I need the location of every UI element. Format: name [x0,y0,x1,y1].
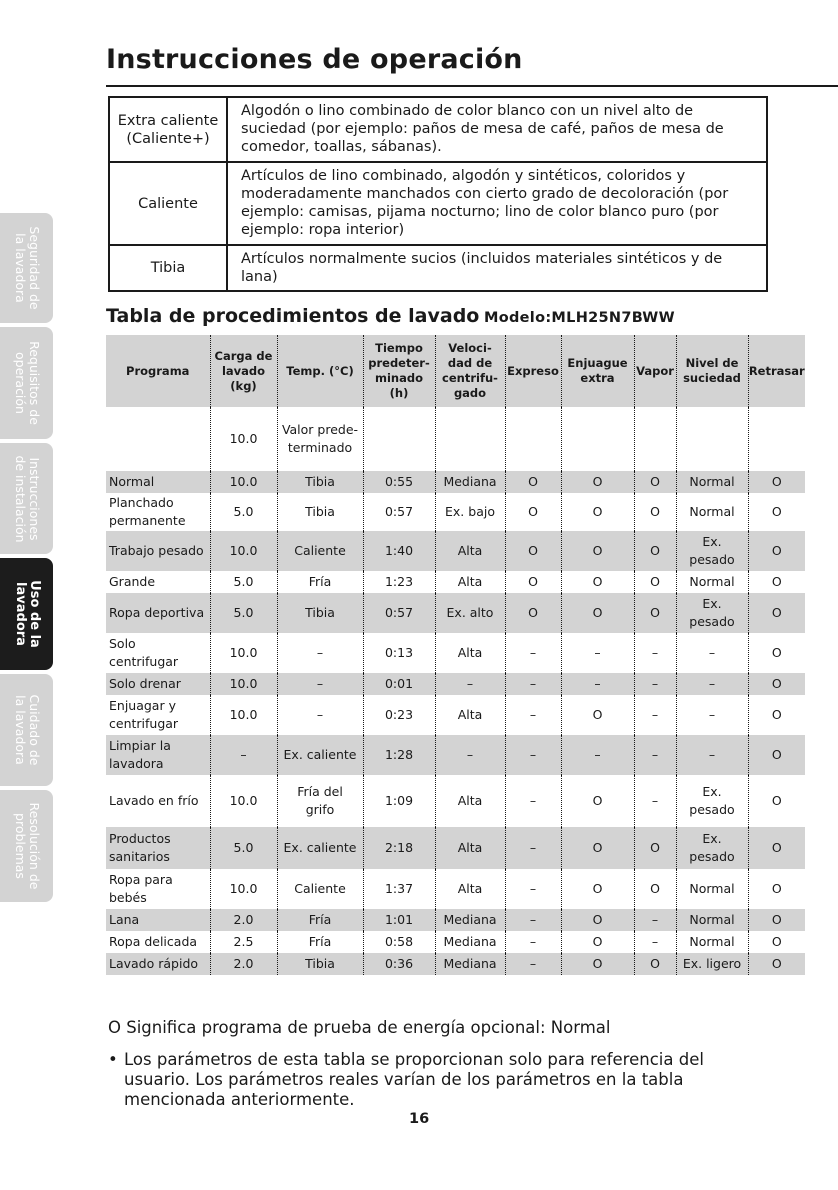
cell-load: 2.0 [210,909,277,931]
table-row [106,571,805,593]
cell-load: 2.0 [210,953,277,975]
cell-express: – [505,931,561,953]
cell-steam: O [634,493,676,531]
cell-soil-level: Normal [676,931,748,953]
cell-steam [634,407,676,471]
cell-extra-rinse: O [561,695,634,735]
cell-load: 5.0 [210,827,277,869]
table-row [106,593,805,633]
cell-temp: Caliente [277,869,363,909]
cell-soil-level: – [676,633,748,673]
table-row [106,673,805,695]
table-header-row [106,335,805,407]
side-tab-resolucion[interactable] [0,790,53,902]
cell-time: 2:18 [363,827,435,869]
section-title: Tabla de procedimientos de lavado [106,305,480,327]
cell-temp: Fría del grifo [277,775,363,827]
cell-time: 1:37 [363,869,435,909]
cell-steam: – [634,931,676,953]
cell-temp: Caliente [277,531,363,571]
header-extra-rinse: Enjuague extra [561,335,634,407]
cell-steam: O [634,571,676,593]
cell-express: O [505,571,561,593]
side-tab-seguridad[interactable] [0,213,53,323]
cell-program: Ropa delicada [109,934,198,949]
cell-delay: O [748,869,805,909]
cell-spin: Alta [435,571,505,593]
cell-load: 2.5 [210,931,277,953]
cell-spin: Alta [435,775,505,827]
temperature-name: Caliente [109,162,227,245]
cell-express: – [505,909,561,931]
cell-express: – [505,695,561,735]
cell-delay: O [748,953,805,975]
cell-soil-level: Normal [676,493,748,531]
cell-extra-rinse: O [561,827,634,869]
cell-extra-rinse: O [561,493,634,531]
cell-program: Lavado en frío [109,793,199,808]
side-tab-label: Instrucciones de instalación [12,454,42,543]
cell-extra-rinse: O [561,909,634,931]
cell-delay: O [748,931,805,953]
cell-extra-rinse: O [561,471,634,493]
cell-time: 0:13 [363,633,435,673]
header-steam: Vapor [634,335,676,407]
temperature-description: Algodón o lino combinado de color blanco con un nivel alto de suciedad (por ejemplo: paños de mesa de café, paños de mesa de comedor, toallas, sábanas). [227,97,767,162]
side-tab-instalacion[interactable] [0,443,53,554]
cell-delay: O [748,471,805,493]
cell-spin: – [435,673,505,695]
cell-express: – [505,673,561,695]
cell-time: 0:58 [363,931,435,953]
cell-temp: – [277,633,363,673]
side-tab-uso[interactable] [0,558,53,670]
cell-extra-rinse: O [561,531,634,571]
cell-load: 10.0 [210,531,277,571]
cell-time: 0:36 [363,953,435,975]
cell-soil-level [676,407,748,471]
cell-soil-level: Ex. pesado [676,593,748,633]
cell-extra-rinse: O [561,953,634,975]
cell-steam: – [634,775,676,827]
temperature-row [109,245,767,291]
cell-extra-rinse: O [561,931,634,953]
cell-express: – [505,735,561,775]
cell-program: Lavado rápido [106,953,210,975]
header-spin: Veloci- dad de centrifu- gado [435,335,505,407]
table-row [106,633,805,673]
cell-delay: O [748,633,805,673]
cell-load: 5.0 [210,571,277,593]
cell-steam: O [634,593,676,633]
cell-time: 1:01 [363,909,435,931]
model-number: Modelo:MLH25N7BWW [484,310,675,326]
cell-program: Ropa para bebés [109,872,173,905]
title-rule [106,85,838,87]
cell-program: Limpiar la lavadora [106,735,210,775]
cell-program: Solo drenar [106,673,210,695]
temperature-name: Extra caliente (Caliente+) [109,97,227,162]
cell-load: 5.0 [210,493,277,531]
page-title: Instrucciones de operación [106,44,523,75]
cell-delay: O [748,695,805,735]
table-row [106,493,805,531]
cell-express: O [505,531,561,571]
cell-delay: O [748,493,805,531]
cell-load: 10.0 [210,869,277,909]
cell-program [106,407,210,471]
cell-program: Ropa deportiva [106,593,210,633]
table-row [106,531,805,571]
side-tab-label: Uso de la lavadora [12,580,42,648]
cell-spin: Ex. alto [435,593,505,633]
header-soil-level: Nivel de suciedad [676,335,748,407]
cell-load: 10.0 [210,471,277,493]
cell-extra-rinse: O [561,869,634,909]
cell-program: Grande [109,574,156,589]
cell-delay: O [748,593,805,633]
cell-express: – [505,827,561,869]
cell-express: – [505,775,561,827]
cell-delay: O [748,571,805,593]
cell-soil-level: Ex. pesado [676,531,748,571]
cell-steam: – [634,695,676,735]
cell-load: 10.0 [210,673,277,695]
header-time: Tiempo predeter- minado (h) [363,335,435,407]
cell-program: Normal [106,471,210,493]
cell-spin: Mediana [435,471,505,493]
cell-soil-level: Normal [676,471,748,493]
cell-program: Productos sanitarios [106,827,210,869]
cell-delay: O [748,673,805,695]
cell-temp: – [277,695,363,735]
cell-steam: – [634,735,676,775]
cell-temp: Tibia [277,953,363,975]
temperature-row [109,162,767,245]
cell-steam: – [634,909,676,931]
table-row [106,953,805,975]
table-row [106,735,805,775]
cell-delay: O [748,827,805,869]
cell-temp: Fría [277,931,363,953]
reference-bullet [108,1050,768,1110]
cell-express: O [505,593,561,633]
side-tab-cuidado[interactable] [0,674,53,786]
bullet-symbol: • [108,1050,118,1069]
cell-temp: Ex. caliente [277,735,363,775]
cell-extra-rinse: – [561,673,634,695]
cell-steam: – [634,673,676,695]
cell-spin: Alta [435,531,505,571]
side-tab-label: Resolución de problemas [12,802,42,890]
cell-spin: Ex. bajo [435,493,505,531]
cell-time: 0:01 [363,673,435,695]
cell-soil-level: Ex. pesado [676,775,748,827]
cell-load: – [210,735,277,775]
cell-spin: – [435,735,505,775]
cell-temp: – [277,673,363,695]
cell-spin: Mediana [435,931,505,953]
cell-spin: Alta [435,869,505,909]
cell-time: 1:23 [363,571,435,593]
cell-express: O [505,493,561,531]
cell-steam: – [634,633,676,673]
cell-extra-rinse: O [561,775,634,827]
table-row [106,775,805,827]
cell-soil-level: Normal [676,909,748,931]
cell-delay: O [748,735,805,775]
cell-soil-level: – [676,695,748,735]
cell-time: 0:23 [363,695,435,735]
cell-spin: Alta [435,695,505,735]
side-tab-label: Requisitos de operación [12,341,42,425]
cell-temp: Fría [277,909,363,931]
cell-delay: O [748,775,805,827]
cell-spin: Mediana [435,909,505,931]
cell-extra-rinse: – [561,633,634,673]
table-row [106,909,805,931]
cell-load: 10.0 [210,775,277,827]
cell-time: 1:28 [363,735,435,775]
table-row [106,931,805,953]
cell-temp: Tibia [277,593,363,633]
side-tab-requisitos[interactable] [0,327,53,439]
table-row [106,869,805,909]
cell-steam: O [634,471,676,493]
temperature-row [109,97,767,162]
cell-extra-rinse: O [561,571,634,593]
cell-soil-level: Ex. ligero [676,953,748,975]
temperature-description: Artículos de lino combinado, algodón y sintéticos, coloridos y moderadamente manchados con cierto grado de decoloración (por ejemplo: camisas, pijama nocturno; lino de color blanco puro (por ejemplo: ropa interior) [227,162,767,245]
cell-time: 0:57 [363,493,435,531]
cell-steam: O [634,531,676,571]
cell-program: Lana [106,909,210,931]
cell-program: Trabajo pesado [106,531,210,571]
cell-express: – [505,869,561,909]
cell-time: 1:40 [363,531,435,571]
cell-soil-level: Normal [676,869,748,909]
cell-load: 10.0 [210,633,277,673]
cell-time: 0:55 [363,471,435,493]
bullet-text: Los parámetros de esta tabla se proporcionan solo para referencia del usuario. Los parámetros reales varían de los parámetros en la tabla mencionada anteriormente. [124,1050,704,1109]
cell-express: O [505,471,561,493]
cell-time: 1:09 [363,775,435,827]
header-delay: Retrasar [748,335,805,407]
side-tab-label: Cuidado de la lavadora [12,694,42,766]
cell-spin: Alta [435,633,505,673]
cell-extra-rinse: O [561,593,634,633]
cell-temp: Tibia [277,471,363,493]
table-row [106,695,805,735]
wash-procedures-table [106,335,805,975]
cell-temp: Ex. caliente [277,827,363,869]
cell-program: Enjuagar y centrifugar [109,698,179,731]
table-row [106,827,805,869]
cell-spin: Mediana [435,953,505,975]
cell-temp: Tibia [277,493,363,531]
cell-soil-level: – [676,673,748,695]
table-row [106,471,805,493]
cell-soil-level: Ex. pesado [676,827,748,869]
cell-delay: O [748,531,805,571]
cell-express: – [505,953,561,975]
cell-program: Planchado permanente [109,495,186,528]
cell-delay [748,407,805,471]
cell-spin [435,407,505,471]
cell-load: 10.0 [210,695,277,735]
cell-temp: Valor prede- terminado [277,407,363,471]
cell-soil-level: Normal [676,571,748,593]
cell-soil-level: – [676,735,748,775]
cell-express: – [505,633,561,673]
cell-steam: O [634,953,676,975]
cell-spin: Alta [435,827,505,869]
temperature-name: Tibia [109,245,227,291]
cell-time: 0:57 [363,593,435,633]
cell-steam: O [634,827,676,869]
cell-extra-rinse [561,407,634,471]
side-tab-label: Seguridad de la lavadora [12,226,42,310]
cell-program: Solo centrifugar [109,636,179,669]
cell-extra-rinse: – [561,735,634,775]
cell-express [505,407,561,471]
header-program: Programa [106,335,210,407]
header-express: Expreso [505,335,561,407]
header-load: Carga de lavado (kg) [210,335,277,407]
temperature-description: Artículos normalmente sucios (incluidos materiales sintéticos y de lana) [227,245,767,291]
cell-temp: Fría [277,571,363,593]
table-row [106,407,805,471]
header-temp: Temp. (°C) [277,335,363,407]
temperature-table [108,96,768,292]
cell-load: 10.0 [210,407,277,471]
cell-delay: O [748,909,805,931]
page-number: 16 [409,1111,430,1127]
energy-test-note: O Significa programa de prueba de energía opcional: Normal [108,1018,611,1037]
cell-time [363,407,435,471]
cell-steam: O [634,869,676,909]
cell-load: 5.0 [210,593,277,633]
